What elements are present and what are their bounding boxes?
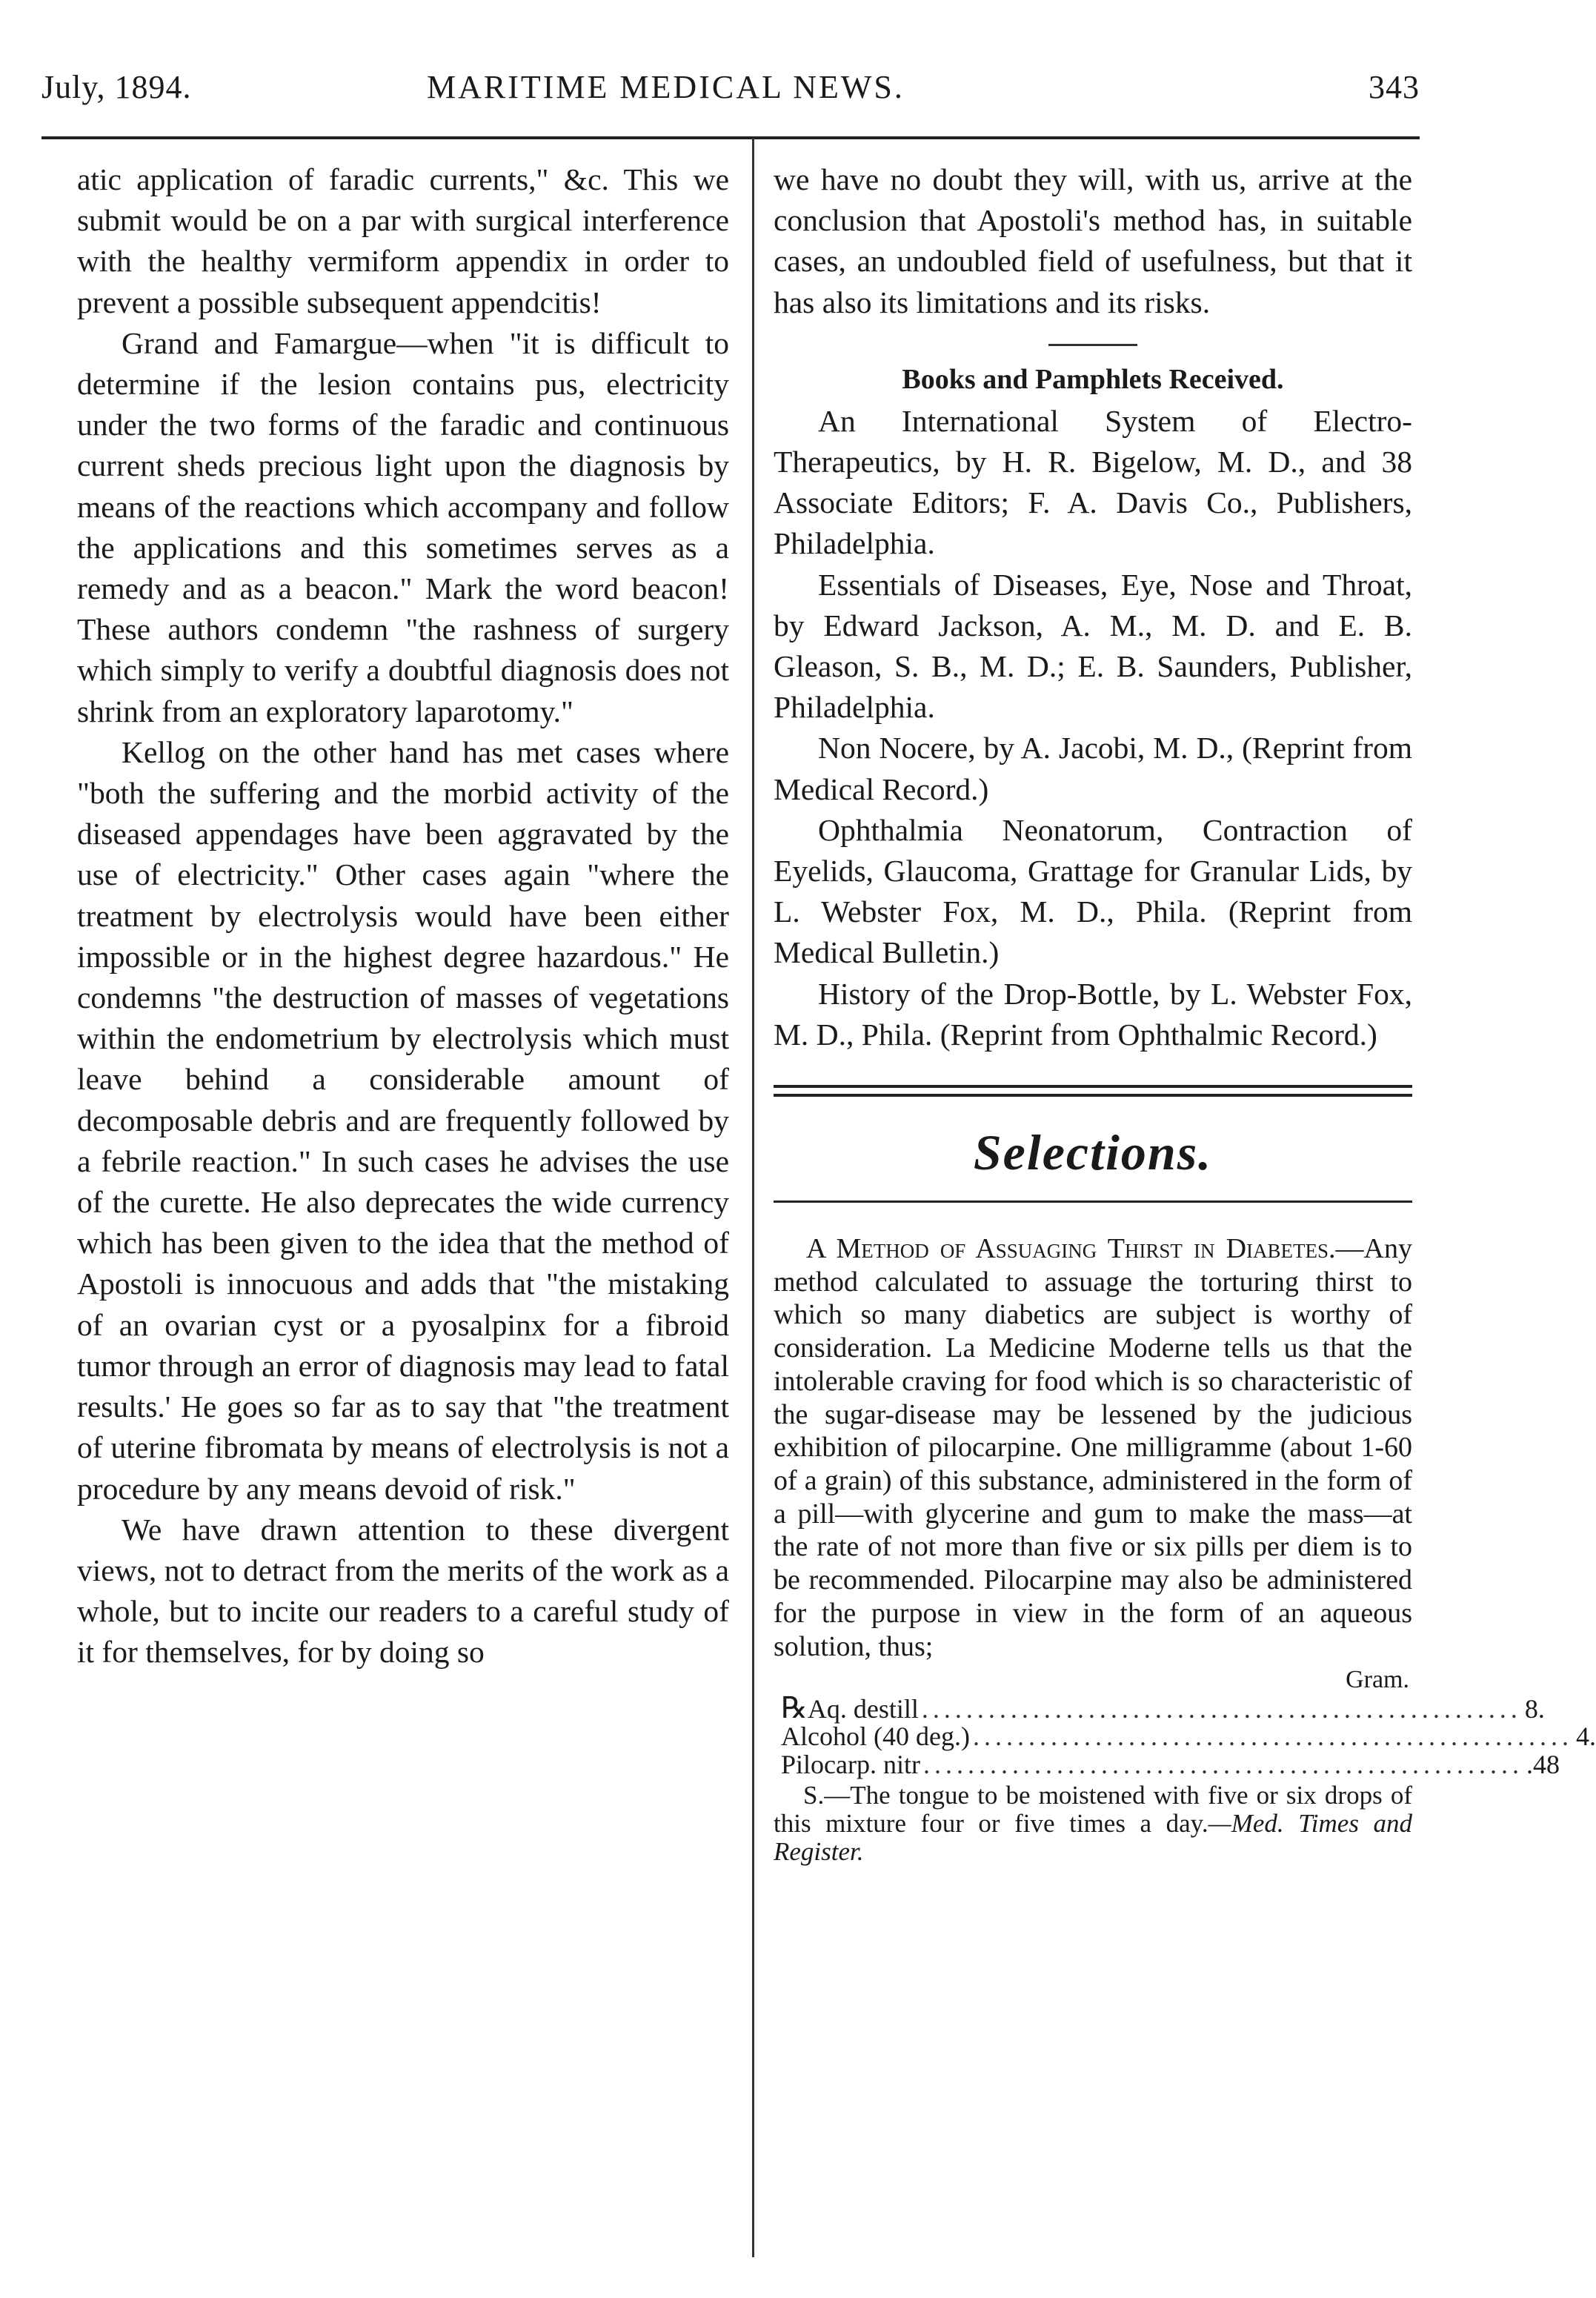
dosage-instruction (774, 1781, 1412, 1866)
article-body: —Any method calculated to assuage the torturing thirst to which so many diabetics are subject is worthy of consideration. La Medicine Moderne tells us that the intolerable craving for food which is so characteristic of the sugar-disease may be lessened by the judicious exhibition of pilocarpine. One milligramme (about 1-60 of a grain) of this substance, administered in the form of a pill—with glycerine and gum to make the mass—at the rate of not more than five or six pills per diem is to be recommended. Pilocarpine may also be administered for the purpose in view in the form of an aqueous solution, thus; (774, 1233, 1412, 1662)
selections-title: Selections. (973, 1124, 1213, 1181)
ingredient-quantity: .48 (1526, 1750, 1560, 1780)
prescription-row (774, 1721, 1596, 1752)
left-paragraph: Kellog on the other hand has met cases where "both the suffering and the morbid activity of the diseased appendages have been aggravated by the use of electricity." Other cases again "where the treatment by electrolysis would have been either impossible or in the highest degree hazardous." He condemns "the destruction of masses of vegetations within the endometrium by electrolysis which must leave behind a considerable amount of decomposable debris and are frequently followed by a febrile reaction." In such cases he advises the use of the curette. He also deprecates the wide currency which has been given to the idea that the method of Apostoli is innocuous and adds that "the mistaking of an ovarian cyst or a pyosalpinx for a fibroid tumor through an error of diagnosis may lead to fatal results.' He goes so far as to say that "the treatment of uterine fibromata by means of electrolysis is not a procedure by any means devoid of risk." (77, 734, 729, 1506)
section-rule (1048, 344, 1137, 346)
running-header (41, 68, 1420, 113)
right-column (774, 159, 1596, 1867)
issue-date: July, 1894. (41, 69, 192, 105)
prescription-unit-header: Gram. (1346, 1666, 1409, 1694)
ingredient-name: Alcohol (40 deg.) (781, 1721, 970, 1752)
book-entry: An International System of Electro-Therapeutics, by H. R. Bigelow, M. D., and 38 Associate Editors; F. A. Davis Co., Publishers, Philadelphia. (774, 403, 1412, 561)
prescription-row (774, 1691, 1545, 1725)
left-paragraph: Grand and Famargue—when "it is difficult to determine if the lesion contains pus, electricity under the two forms of the faradic and continuous current sheds precious light upon the diagnosis by means of the reactions which accompany and follow the applications and this sometimes serves as a remedy and as a beacon." Mark the word beacon! These authors condemn "the rashness of surgery which simply to verify a doubtful diagnosis does not shrink from an exploratory laparotomy." (77, 325, 729, 728)
column-divider (752, 138, 754, 2257)
leader-dots: ...................................................... (921, 1694, 1522, 1724)
book-entry: Essentials of Diseases, Eye, Nose and Throat, by Edward Jackson, A. M., M. D. and E. B. Gleason, S. B., M. D.; E. B. Saunders, Publisher, Philadelphia. (774, 567, 1412, 725)
source-citation: —Med. Times and Register. (774, 1809, 1412, 1867)
left-paragraph: atic application of faradic currents," &c. This we submit would be on a par with surgical interference with the healthy vermiform appendix in order to prevent a possible subsequent appendcitis! (77, 162, 729, 319)
article-paragraph (774, 1232, 1412, 1663)
journal-title: MARITIME MEDICAL NEWS. (427, 69, 905, 105)
leader-dots: ...................................................... (972, 1721, 1573, 1752)
ingredient-quantity: 4. (1575, 1721, 1596, 1752)
left-column (77, 159, 729, 1673)
book-entry: Ophthalmia Neonatorum, Contraction of Eyelids, Glaucoma, Grattage for Granular Lids, by L. Webster Fox, M. D., Phila. (Reprint from Medical Bulletin.) (774, 812, 1412, 970)
leader-dots: ...................................................... (922, 1750, 1523, 1780)
instruction-text: S.—The tongue to be moistened with five or six drops of this mixture four or five times a day. (774, 1781, 1412, 1839)
page-number: 343 (1369, 69, 1420, 105)
book-entry: Non Nocere, by A. Jacobi, M. D., (Reprint from Medical Record.) (774, 731, 1412, 806)
prescription (774, 1666, 1596, 1780)
ingredient-name: Pilocarp. nitr (781, 1750, 920, 1780)
article-title: A Method of Assuaging Thirst in Diabetes. (806, 1233, 1336, 1265)
books-heading: Books and Pamphlets Received. (902, 363, 1284, 395)
left-paragraph: We have drawn attention to these divergent views, not to detract from the merits of the work as a whole, but to incite our readers to a careful study of it for themselves, for by doing so (77, 1512, 729, 1670)
ingredient-quantity: 8. (1524, 1694, 1545, 1724)
header-rule (41, 136, 1420, 139)
review-continuation: we have no doubt they will, with us, arrive at the conclusion that Apostoli's method has, in suitable cases, an undoubled field of usefulness, but that it has also its limitations and its risks. (774, 162, 1412, 319)
ingredient-name: Aq. destill (807, 1694, 919, 1724)
book-entry: History of the Drop-Bottle, by L. Webster Fox, M. D., Phila. (Reprint from Ophthalmic Record.) (774, 976, 1412, 1052)
prescription-row (774, 1750, 1560, 1780)
recipe-symbol: ℞ (781, 1691, 808, 1725)
double-rule (774, 1085, 1412, 1097)
selections-rule (774, 1201, 1412, 1203)
